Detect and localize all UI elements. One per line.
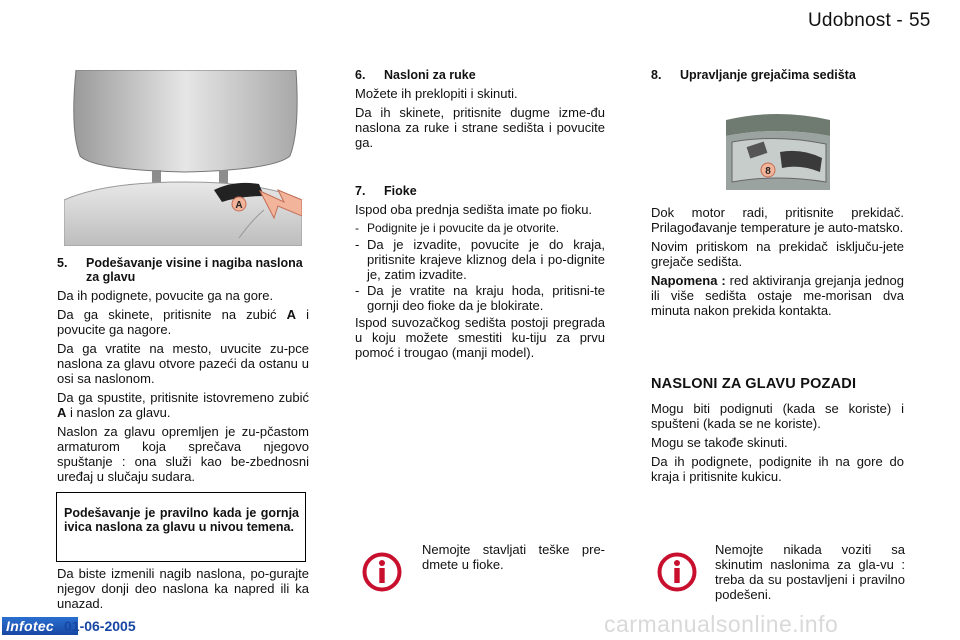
paragraph: Ispod oba prednja sedišta imate po fioku. [355, 202, 593, 217]
footer-date: 01-06-2005 [64, 618, 136, 634]
info-icon [657, 552, 697, 592]
page-number: 55 [908, 10, 931, 31]
drawer-warning-text: Nemojte stavljati teške pre-dmete u fioke. [422, 542, 605, 572]
section-8-number: 8. [651, 68, 662, 82]
paragraph: Možete ih preklopiti i skinuti. [355, 86, 518, 101]
section-seat-heating-text [651, 205, 904, 322]
seat-callout-8: 8 [765, 166, 771, 177]
paragraph: Da ga vratite na mesto, uvucite zu-pce naslona za glavu otvore pazeći da ostanu u osi sa naslonom. [57, 341, 309, 386]
seat-heating-switch-illustration [722, 112, 832, 190]
drawer-warning [362, 542, 605, 592]
paragraph: Dok motor radi, pritisnite prekidač. Prilagođavanje temperature je auto-matsko. [651, 205, 904, 235]
list-item: - Podignite je i povucite da je otvorite. [355, 221, 560, 235]
section-7-title: Fioke [384, 184, 417, 198]
infotec-logo: Infotec [2, 617, 78, 635]
headrest-adjustment-note-box: Podešavanje je pravilno kada je gornja ivica naslona za glavu u nivou temena. [56, 492, 306, 562]
watermark: carmanualsonline.info [604, 611, 839, 637]
section-6-number: 6. [355, 68, 366, 82]
section-6-heading [355, 68, 605, 82]
drawer-instructions-list [355, 221, 605, 313]
paragraph: Da ga skinete, pritisnite na zubić A i povucite ga nagore. [57, 307, 309, 337]
section-seat-heating-heading [651, 68, 904, 86]
page-section-title: Udobnost - [808, 10, 903, 31]
section-5-heading [57, 256, 309, 284]
paragraph: Naslon za glavu opremljen je zu-pčastom armaturom koja sprečava njegovo spuštanje : ona služi kao be-zbednosni uređaj u slučaju sudara. [57, 424, 309, 484]
rear-headrests-title: NASLONI ZA GLAVU POZADI [651, 376, 857, 392]
paragraph: Da ih skinete, pritisnite dugme izme-đu naslona za ruke i strane sedišta i povucite ga. [355, 105, 605, 150]
list-item: - Da je izvadite, povucite je do kraja, pritisnite krajeve kliznog dela i po-dignite je, zatim izvadite. [355, 237, 605, 282]
section-7-heading [355, 184, 605, 198]
section-5-number: 5. [57, 256, 68, 270]
section-7-number: 7. [355, 184, 366, 198]
paragraph: Ispod suvozačkog sedišta postoji pregrada u koju možete smestiti ku-tiju za prvu pomoć i trougao (manji model). [355, 315, 605, 360]
paragraph: Da ih podignete, povucite ga na gore. [57, 288, 274, 303]
paragraph: Mogu se takođe skinuti. [651, 435, 788, 450]
rear-headrest-warning [657, 542, 907, 602]
seat-heating-drawing [722, 112, 832, 190]
section-8-heading [651, 68, 904, 82]
section-armrests-and-drawers [355, 68, 605, 364]
section-5-title: Podešavanje visine i nagiba naslona za glavu [86, 256, 303, 284]
section-6-title: Nasloni za ruke [384, 68, 476, 82]
list-item: - Da je vratite na kraju hoda, pritisni-te gornji deo fioke da je blokirate. [355, 283, 605, 313]
paragraph: Da ih podignete, podignite ih na gore do kraja i pritisnite kukicu. [651, 454, 904, 484]
paragraph: Da ga spustite, pritisnite istovremeno zubić A i naslon za glavu. [57, 390, 309, 420]
section-5-tilt-text [57, 566, 309, 615]
headrest-illustration [64, 70, 302, 246]
paragraph: Novim pritiskom na prekidač isključu-jete grejače sedišta. [651, 239, 904, 269]
headrest-callout-a: A [235, 200, 243, 211]
section-8-title: Upravljanje grejačima sedišta [680, 68, 856, 82]
section-headrest-adjustment [57, 256, 309, 488]
info-icon [362, 552, 402, 592]
paragraph: Da biste izmenili nagib naslona, po-gurajte njegov donji deo naslona ka napred ili ka unazad. [57, 566, 309, 611]
paragraph: Mogu biti podignuti (kada se koriste) i spušteni (kada se ne koriste). [651, 401, 904, 431]
page-header [808, 10, 931, 32]
rear-headrest-warning-text: Nemojte nikada voziti sa skinutim naslonima za gla-vu : treba da su postavljeni i pravilno podešeni. [715, 542, 905, 602]
paragraph: Napomena : red aktiviranja grejanja jednog ili više sedišta ostaje me-morisan dva minuta nakon prekida kontakta. [651, 273, 904, 318]
headrest-drawing [64, 70, 302, 246]
section-rear-headrests [651, 376, 904, 488]
